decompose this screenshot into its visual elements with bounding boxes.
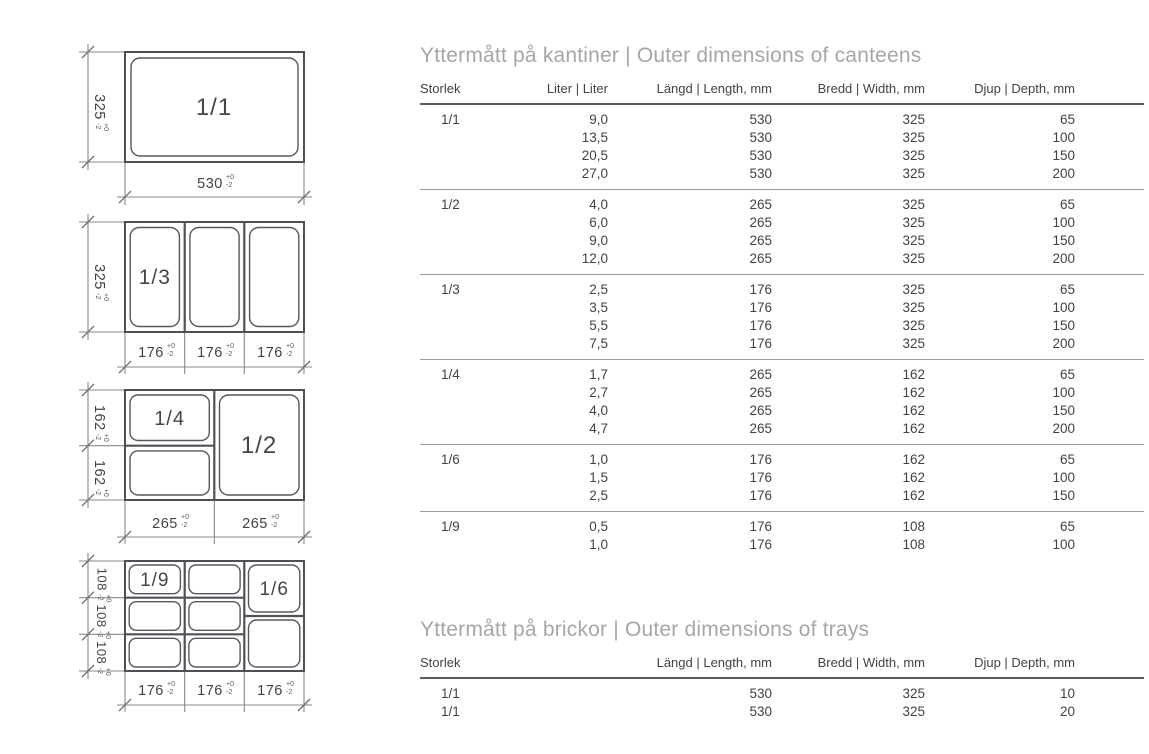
- cell-liter: 2,5: [589, 282, 608, 297]
- cell-length: 265: [749, 403, 772, 418]
- cell-liter: 6,0: [589, 215, 608, 230]
- table-row: [420, 165, 1144, 183]
- cell-filler: [1075, 402, 1143, 420]
- col-header-filler: [1075, 81, 1143, 97]
- cell-depth: 65: [1059, 452, 1075, 467]
- cell-depth: 100: [1052, 300, 1075, 315]
- cell-length: 265: [749, 367, 772, 382]
- cell-size: [420, 536, 475, 554]
- dim-value: 176: [197, 683, 223, 699]
- cell-filler: [1075, 469, 1143, 487]
- cell-filler: [1075, 335, 1143, 353]
- cell-size: [420, 317, 475, 335]
- pan-outline: [190, 228, 239, 327]
- table-row: [420, 420, 1144, 438]
- tolerance-plus: +0: [226, 681, 234, 688]
- cell-liter: 5,5: [589, 318, 608, 333]
- cell-size: 1/4: [441, 367, 460, 382]
- dim-value: 265: [152, 516, 178, 532]
- pan-label-1-4: 1/4: [154, 408, 186, 430]
- cell-filler: [1075, 129, 1143, 147]
- cell-size: [420, 299, 475, 317]
- cell-length: 176: [749, 282, 772, 297]
- tolerance-plus: +0: [104, 594, 112, 603]
- tolerance-minus: -2: [94, 293, 101, 300]
- cell-filler: [1075, 232, 1143, 250]
- cell-filler: [1075, 536, 1143, 554]
- dimension-ticks: [82, 46, 310, 203]
- cell-filler: [1075, 420, 1143, 438]
- cell-filler: [1075, 317, 1143, 335]
- cell-depth: 200: [1052, 421, 1075, 436]
- cell-width: 325: [902, 704, 925, 719]
- cell-width: 325: [902, 336, 925, 351]
- size-group-1-1: [420, 105, 1144, 189]
- cell-depth: 65: [1059, 112, 1075, 127]
- cell-length: 265: [749, 197, 772, 212]
- cell-filler: [1075, 165, 1143, 183]
- dim-value: 176: [257, 345, 283, 361]
- tolerance-plus: +0: [102, 123, 109, 131]
- table-row: [420, 299, 1144, 317]
- cell-width: 325: [902, 215, 925, 230]
- pan-outline: [249, 620, 300, 667]
- cell-liter: 4,0: [589, 403, 608, 418]
- tolerance-plus: +0: [181, 514, 189, 521]
- cell-filler: [1075, 147, 1143, 165]
- cell-filler: [1075, 384, 1143, 402]
- cell-depth: 65: [1059, 197, 1075, 212]
- cell-liter: 27,0: [581, 166, 608, 181]
- tolerance-minus: -2: [226, 182, 233, 189]
- trays-title: Yttermått på brickor | Outer dimensions of trays: [420, 618, 870, 641]
- cell-length: 530: [749, 166, 772, 181]
- tolerance-minus: -2: [94, 123, 101, 130]
- tolerance-plus: +0: [286, 343, 294, 350]
- cell-liter: 1,0: [589, 452, 608, 467]
- cell-width: 325: [902, 148, 925, 163]
- diagram-gn-1-3: [79, 214, 312, 374]
- tolerance-minus: -2: [286, 689, 293, 696]
- pan-label-1-3: 1/3: [138, 266, 171, 289]
- dim-label-width-176: [138, 681, 175, 699]
- cell-size: [420, 420, 475, 438]
- pan-label-1-6: 1/6: [259, 579, 289, 600]
- cell-liter: 1,0: [589, 537, 608, 552]
- col-header-filler: [1075, 655, 1143, 671]
- trays-table-body: [420, 679, 1144, 727]
- cell-liter: 4,0: [589, 197, 608, 212]
- cell-liter: 9,0: [589, 112, 608, 127]
- tolerance-minus: -2: [271, 522, 278, 529]
- cell-length: 530: [749, 112, 772, 127]
- table-row: [420, 196, 1144, 214]
- pan-outline: [129, 602, 180, 631]
- cell-filler: [1075, 518, 1143, 536]
- dim-label-width-530: [197, 174, 234, 192]
- cell-filler: [1075, 196, 1143, 214]
- table-row: [420, 147, 1144, 165]
- dim-label-width-176: [138, 343, 175, 361]
- tolerance-plus: +0: [104, 667, 111, 676]
- table-row: [420, 232, 1144, 250]
- cell-filler: [1075, 487, 1143, 505]
- dim-value: 176: [197, 345, 223, 361]
- cell-size: 1/1: [441, 704, 460, 719]
- gastronorm-diagrams: [0, 0, 380, 754]
- table-row: [420, 250, 1144, 268]
- cell-length: 530: [749, 704, 772, 719]
- cell-length: 176: [749, 519, 772, 534]
- cell-length: 176: [749, 300, 772, 315]
- col-header-liter: Liter | Liter: [546, 81, 608, 96]
- table-row: [420, 384, 1144, 402]
- cell-filler: [1075, 281, 1143, 299]
- cell-width: 325: [902, 318, 925, 333]
- tolerance-minus: -2: [286, 351, 293, 358]
- cell-filler: [1075, 685, 1143, 703]
- cell-size: [420, 335, 475, 353]
- size-group-1-3: [420, 274, 1144, 359]
- cell-size: 1/3: [441, 282, 460, 297]
- cell-filler: [1075, 703, 1143, 721]
- cell-depth: 100: [1052, 385, 1075, 400]
- tolerance-plus: +0: [226, 174, 234, 181]
- dimension-lines: [79, 44, 312, 205]
- pan-outline: [130, 451, 209, 495]
- cell-width: 162: [902, 452, 925, 467]
- trays-section: [420, 618, 1144, 727]
- dim-label-width-265: [242, 514, 279, 532]
- tolerance-plus: +0: [102, 488, 109, 497]
- cell-width: 325: [902, 251, 925, 266]
- cell-length: 530: [749, 686, 772, 701]
- cell-length: 176: [749, 537, 772, 552]
- cell-width: 108: [902, 537, 925, 552]
- diagram-gn-1-4-1-2: [79, 382, 312, 544]
- cell-size: [420, 402, 475, 420]
- cell-length: 265: [749, 385, 772, 400]
- cell-filler: [1075, 250, 1143, 268]
- tolerance-plus: +0: [286, 681, 294, 688]
- cell-liter: 7,5: [589, 336, 608, 351]
- table-row: [420, 335, 1144, 353]
- compartment-dividers: [185, 222, 245, 332]
- dim-value: 162: [91, 404, 107, 431]
- cell-size: [420, 214, 475, 232]
- cell-width: 325: [902, 300, 925, 315]
- cell-size: 1/1: [441, 686, 460, 701]
- cell-depth: 200: [1052, 336, 1075, 351]
- dim-value: 176: [257, 683, 283, 699]
- table-row: [420, 451, 1144, 469]
- table-row: [420, 487, 1144, 505]
- cell-length: 176: [749, 452, 772, 467]
- table-row: [420, 214, 1144, 232]
- cell-width: 325: [902, 130, 925, 145]
- cell-depth: 150: [1052, 318, 1075, 333]
- tolerance-minus: -2: [96, 631, 103, 638]
- cell-depth: 10: [1059, 686, 1075, 701]
- cell-liter: 1,7: [589, 367, 608, 382]
- tolerance-minus: -2: [226, 689, 233, 696]
- col-header-width: Bredd | Width, mm: [817, 655, 925, 670]
- dim-value: 162: [91, 459, 107, 486]
- dim-label-height-325: [91, 264, 109, 301]
- table-row: [420, 703, 1144, 721]
- cell-liter: 12,0: [581, 251, 608, 266]
- table-row: [420, 366, 1144, 384]
- dim-value: 530: [197, 176, 223, 192]
- col-header-depth: Djup | Depth, mm: [974, 655, 1075, 670]
- cell-size: [420, 487, 475, 505]
- tolerance-minus: -2: [96, 594, 104, 601]
- cell-width: 325: [902, 282, 925, 297]
- cell-filler: [1075, 451, 1143, 469]
- dim-label-width-265: [152, 514, 189, 532]
- cell-liter: 2,7: [589, 385, 608, 400]
- tolerance-plus: +0: [102, 293, 109, 301]
- cell-length: 176: [749, 488, 772, 503]
- dim-value: 108: [94, 641, 109, 665]
- dim-value: 108: [94, 567, 110, 591]
- table-row: [420, 536, 1144, 554]
- cell-size: [420, 469, 475, 487]
- dim-value: 176: [138, 683, 164, 699]
- cell-size: 1/6: [441, 452, 460, 467]
- dim-label-height-108: [94, 641, 111, 676]
- cell-length: 265: [749, 215, 772, 230]
- cell-depth: 100: [1052, 537, 1075, 552]
- cell-length: 265: [749, 251, 772, 266]
- canteens-table-header: [420, 81, 1144, 105]
- col-header-storlek: Storlek: [420, 655, 461, 670]
- cell-width: 325: [902, 112, 925, 127]
- cell-size: [420, 384, 475, 402]
- cell-depth: 65: [1059, 519, 1075, 534]
- cell-width: 162: [902, 367, 925, 382]
- diagram-gn-1-9-1-6: [79, 553, 312, 712]
- tolerance-minus: -2: [96, 667, 103, 674]
- table-row: [420, 281, 1144, 299]
- pan-outline: [189, 565, 240, 594]
- dim-label-width-176: [197, 343, 234, 361]
- tolerance-plus: +0: [167, 343, 175, 350]
- cell-liter: 13,5: [581, 130, 608, 145]
- tolerance-plus: +0: [104, 631, 111, 639]
- tolerance-minus: -2: [181, 522, 188, 529]
- cell-width: 162: [902, 488, 925, 503]
- cell-liter: 20,5: [581, 148, 608, 163]
- tolerance-plus: +0: [102, 433, 109, 442]
- cell-liter: 3,5: [589, 300, 608, 315]
- cell-liter: 0,5: [589, 519, 608, 534]
- pan-label-1-9: 1/9: [140, 570, 170, 591]
- pan-outline: [129, 638, 180, 667]
- col-header-length: Längd | Length, mm: [656, 655, 772, 670]
- cell-length: 265: [749, 233, 772, 248]
- pan-outline: [189, 602, 240, 631]
- col-header-depth: Djup | Depth, mm: [974, 81, 1075, 96]
- cell-size: 1/1: [441, 112, 460, 127]
- cell-filler: [1075, 111, 1143, 129]
- cell-width: 162: [902, 385, 925, 400]
- tolerance-minus: -2: [167, 689, 174, 696]
- col-header-width: Bredd | Width, mm: [817, 81, 925, 96]
- tray-rows: [420, 679, 1144, 727]
- pan-label-1-2: 1/2: [240, 432, 278, 459]
- tolerance-plus: +0: [226, 343, 234, 350]
- canteens-title: Yttermått på kantiner | Outer dimensions of canteens: [420, 44, 922, 67]
- table-row: [420, 402, 1144, 420]
- size-group-1-6: [420, 444, 1144, 511]
- cell-width: 325: [902, 197, 925, 212]
- size-group-1-2: [420, 189, 1144, 274]
- cell-width: 325: [902, 166, 925, 181]
- cell-size: [420, 250, 475, 268]
- pan-outline: [250, 228, 299, 327]
- dim-value: 176: [138, 345, 164, 361]
- tolerance-minus: -2: [94, 488, 101, 496]
- cell-liter: 4,7: [589, 421, 608, 436]
- cell-size: [420, 165, 475, 183]
- cell-length: 176: [749, 336, 772, 351]
- cell-liter: 2,5: [589, 488, 608, 503]
- cell-size: [420, 147, 475, 165]
- cell-length: 530: [749, 148, 772, 163]
- cell-depth: 65: [1059, 282, 1075, 297]
- cell-size: 1/9: [441, 519, 460, 534]
- table-row: [420, 317, 1144, 335]
- dim-label-height-162: [91, 460, 109, 497]
- cell-depth: 150: [1052, 148, 1075, 163]
- cell-filler: [1075, 299, 1143, 317]
- pan-label-1-1: 1/1: [195, 94, 233, 121]
- cell-length: 176: [749, 318, 772, 333]
- dim-label-height-325: [91, 94, 109, 131]
- cell-depth: 100: [1052, 130, 1075, 145]
- table-row: [420, 129, 1144, 147]
- cell-length: 530: [749, 130, 772, 145]
- dim-value: 325: [91, 94, 107, 120]
- cell-size: [420, 129, 475, 147]
- cell-depth: 20: [1059, 704, 1075, 719]
- cell-liter: 1,5: [589, 470, 608, 485]
- cell-width: 162: [902, 421, 925, 436]
- cell-depth: 200: [1052, 166, 1075, 181]
- cell-filler: [1075, 366, 1143, 384]
- compartment-dividers: [125, 390, 214, 500]
- cell-depth: 100: [1052, 215, 1075, 230]
- size-group-1-9: [420, 511, 1144, 560]
- canteens-section: [420, 44, 1144, 560]
- dim-value: 265: [242, 516, 268, 532]
- cell-depth: 150: [1052, 233, 1075, 248]
- tolerance-plus: +0: [271, 514, 279, 521]
- table-row: [420, 685, 1144, 703]
- cell-width: 162: [902, 403, 925, 418]
- cell-width: 162: [902, 470, 925, 485]
- cell-length: 176: [749, 470, 772, 485]
- cell-size: [420, 232, 475, 250]
- cell-liter: 9,0: [589, 233, 608, 248]
- tolerance-minus: -2: [167, 351, 174, 358]
- diagram-gn-1-1: [79, 44, 312, 205]
- cell-filler: [1075, 214, 1143, 232]
- table-row: [420, 518, 1144, 536]
- cell-depth: 65: [1059, 367, 1075, 382]
- cell-width: 325: [902, 233, 925, 248]
- dim-value: 108: [94, 604, 109, 628]
- cell-width: 325: [902, 686, 925, 701]
- cell-depth: 100: [1052, 470, 1075, 485]
- dim-label-height-108: [94, 568, 111, 603]
- size-group-1-4: [420, 359, 1144, 444]
- cell-depth: 200: [1052, 251, 1075, 266]
- col-header-length: Längd | Length, mm: [656, 81, 772, 96]
- table-row: [420, 111, 1144, 129]
- tolerance-minus: -2: [226, 351, 233, 358]
- cell-depth: 150: [1052, 488, 1075, 503]
- dim-label-height-108: [94, 604, 111, 639]
- pan-outline: [189, 638, 240, 667]
- dim-value: 325: [91, 264, 107, 290]
- trays-table-header: [420, 655, 1144, 679]
- tolerance-minus: -2: [94, 433, 101, 441]
- cell-length: 265: [749, 421, 772, 436]
- dim-label-width-176: [257, 343, 294, 361]
- canteens-table-body: [420, 105, 1144, 560]
- dim-label-width-176: [257, 681, 294, 699]
- cell-depth: 150: [1052, 403, 1075, 418]
- cell-size: 1/2: [441, 197, 460, 212]
- col-header-storlek: Storlek: [420, 81, 461, 96]
- dim-label-width-176: [197, 681, 234, 699]
- cell-width: 108: [902, 519, 925, 534]
- table-row: [420, 469, 1144, 487]
- tolerance-plus: +0: [167, 681, 175, 688]
- dim-label-height-162: [91, 405, 109, 442]
